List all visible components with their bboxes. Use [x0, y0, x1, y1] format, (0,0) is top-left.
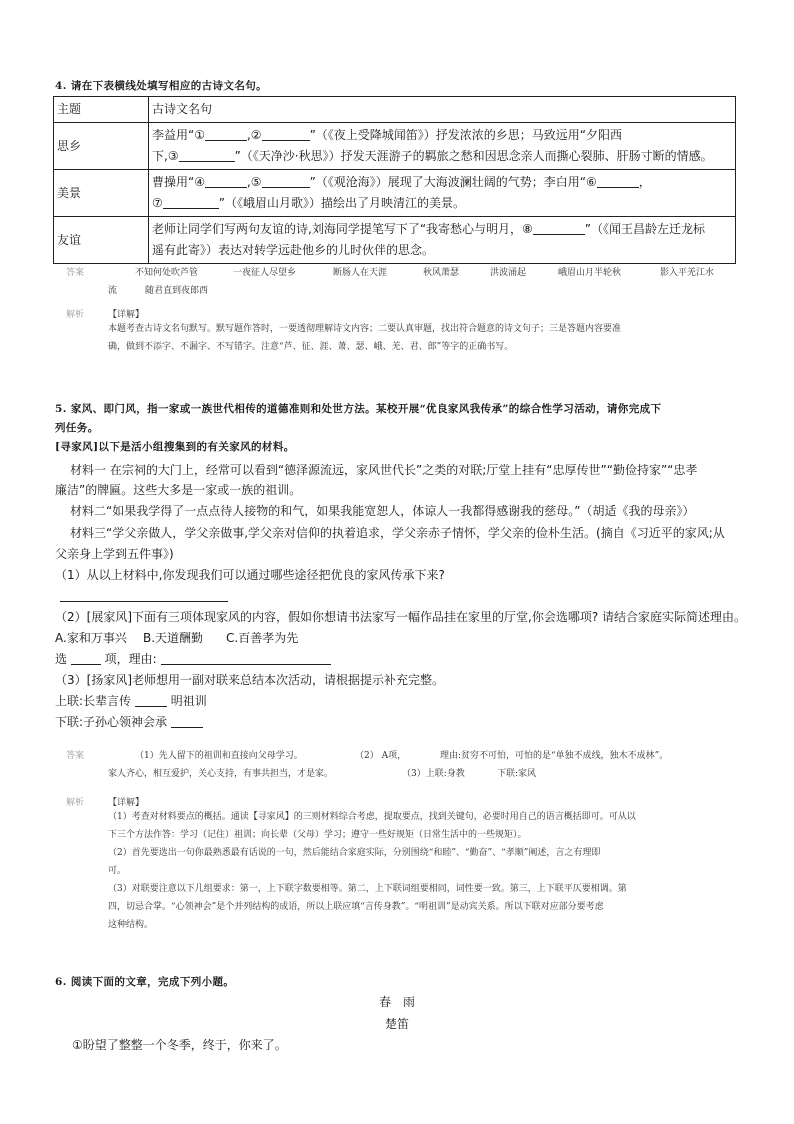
- fill-blank[interactable]: [161, 650, 331, 665]
- answer-item: （2） A项，: [355, 751, 407, 761]
- fill-blank[interactable]: [262, 173, 310, 188]
- article-author: 楚笛: [384, 1017, 409, 1031]
- answer-item: 一夜征人尽望乡: [233, 268, 297, 278]
- answer-item: 洪波涌起: [490, 268, 527, 278]
- fill-blank[interactable]: [262, 126, 310, 141]
- upper-couplet: [55, 692, 207, 709]
- text-segment: ”（《闻王昌龄左迁龙标: [584, 222, 706, 236]
- analysis-label: 解析: [66, 798, 85, 808]
- detail-line: （2）首先要选出一句你最熟悉最有话说的一句，然后能结合家庭实际，分别围绕“和睦”、“勤奋”、“孝顺”阐述，言之有理即: [108, 848, 601, 858]
- task-find-family-style: [寻家风]以下是活小组搜集到的有关家风的材料。: [55, 441, 295, 453]
- answer-item: 随君直到夜郎西: [145, 286, 209, 296]
- text-segment: 李益用“①: [152, 128, 205, 142]
- material-3-line-2: 父亲身上学到五件事》): [55, 547, 174, 561]
- table-row: [54, 123, 736, 170]
- answer-label: 答案: [66, 268, 85, 278]
- fill-blank[interactable]: [71, 650, 101, 665]
- fill-blank[interactable]: [171, 713, 203, 728]
- fill-blank[interactable]: [205, 126, 247, 141]
- fill-blank[interactable]: [597, 173, 639, 188]
- option-c: C.百善孝为先: [226, 631, 299, 645]
- theme-cell: 友谊: [54, 217, 149, 264]
- article-title: 春 雨: [378, 995, 415, 1009]
- table-header-row: [54, 97, 736, 123]
- material-1-line-1: 材料一 在宗祠的大门上，经常可以看到“德泽源流远，家风世代长”之类的对联;厅堂上挂有“忠厚传世”“勤俭持家”“忠孝: [70, 463, 698, 477]
- detail-text: [108, 320, 621, 356]
- detail-heading: 【详解】: [108, 798, 145, 808]
- fill-blank[interactable]: [533, 220, 585, 235]
- detail-line: 这种结构。: [108, 920, 154, 930]
- choose-text: 选: [55, 652, 68, 666]
- table-row: [54, 170, 736, 217]
- answer-item: 不知何处吹芦管: [135, 268, 199, 278]
- detail-line: 可。: [108, 866, 127, 876]
- material-3-line-1: 材料三“学父亲做人，学父亲做事,学父亲对信仰的执着追求，学父亲赤子情怀，学父亲的俭朴生活。(摘自《习近平的家风;从: [70, 526, 725, 540]
- article-paragraph-1: ①盼望了整整一个冬季，终于，你来了。: [72, 1038, 287, 1052]
- answer-item: 断肠人在天涯: [333, 268, 388, 278]
- fill-blank[interactable]: [163, 194, 219, 209]
- lines-cell: [149, 217, 736, 264]
- detail-line: （1）考查对材料要点的概括。通读【寻家风】的三则材料综合考虑，提取要点，找到关键句，必要时用自己的语言概括即可。可从以: [108, 812, 636, 822]
- question-5-title-cont: 列任务。: [55, 422, 99, 434]
- fill-blank[interactable]: [179, 147, 235, 162]
- text-segment: 遥有此寄》）表达对转学远赴他乡的儿时伙伴的思念。: [152, 243, 435, 257]
- answer-item: （1）先人留下的祖训和直接向父母学习。: [135, 751, 303, 761]
- theme-cell: 美景: [54, 170, 149, 217]
- text-segment: ”（《观沧海》）展现了大海波澜壮阔的气势；李白用“⑥: [309, 175, 597, 189]
- text-segment: 下,③: [152, 149, 179, 163]
- theme-cell: 思乡: [54, 123, 149, 170]
- answer-item: 下联:家风: [497, 769, 537, 779]
- answer-item: 秋风萧瑟: [423, 268, 460, 278]
- detail-line: 确，做到不添字、不漏字、不写错字。注意“芦、征、涯、萧、瑟、峨、羌、君、郎”等字的正确书写。: [108, 342, 514, 352]
- reason-text: 项，理由:: [104, 652, 157, 666]
- text-segment: ⑦: [152, 196, 163, 210]
- answer-item: 峨眉山月半轮秋: [558, 268, 622, 278]
- answer-item: 影入平羌江水: [660, 268, 715, 278]
- sub-question-3: （3）[扬家风]老师想用一副对联来总结本次活动，请根据提示补充完整。: [55, 673, 445, 687]
- lower-text: 下联:子孙心领神会承: [55, 715, 168, 729]
- text-segment: ”（《夜上受降城闻笛》）抒发浓浓的乡思；马致远用“夕阳西: [309, 128, 622, 142]
- answer-line[interactable]: [60, 587, 228, 602]
- text-segment: ”（《天净沙·秋思》）抒发天涯游子的羁旅之愁和因思念亲人而撕心裂肺、肝肠寸断的情感。: [234, 149, 713, 163]
- question-6-title: 6. 阅读下面的文章，完成下列小题。: [55, 976, 235, 988]
- text-segment: ,⑤: [246, 175, 262, 189]
- text-segment: ，: [638, 175, 651, 189]
- fill-blank[interactable]: [205, 173, 247, 188]
- question-5-title: 5. 家风、即门风，指一家或一族世代相传的道德准则和处世方法。某校开展“优良家风我传承”的综合性学习活动，请你完成下: [55, 403, 662, 415]
- poem-table: [53, 96, 736, 264]
- lines-cell: [149, 170, 736, 217]
- text-segment: ,②: [246, 128, 262, 142]
- choose-label: [55, 650, 331, 667]
- text-segment: 老师让同学们写两句友谊的诗,刘海同学提笔写下了“我寄愁心与明月，⑧: [152, 222, 533, 236]
- fill-blank[interactable]: [135, 692, 167, 707]
- option-a: A.家和万事兴: [55, 631, 127, 645]
- sub-question-1: （1）从以上材料中,你发现我们可以通过哪些途径把优良的家风传承下来?: [55, 568, 445, 582]
- text-segment: ”（《峨眉山月歌》）描绘出了月映清江的美景。: [218, 196, 465, 210]
- detail-line: （3）对联要注意以下几组要求：第一，上下联字数要相等。第二，上下联词组要相同，词性要一致。第三，上下联平仄要相调。第: [108, 884, 627, 894]
- detail-line: 本题考查古诗文名句默写。默写题作答时，一要透彻理解诗文内容；二要认真审题，找出符合题意的诗文句子；三是答题内容要准: [108, 324, 622, 334]
- detail-heading: 【详解】: [108, 310, 145, 320]
- upper-text: 上联:长辈言传: [55, 694, 132, 708]
- text-segment: 曹操用“④: [152, 175, 205, 189]
- answer-label: 答案: [66, 751, 85, 761]
- table-row: [54, 217, 736, 264]
- answer-item: 流: [108, 286, 118, 296]
- answer-item: 家人齐心，相互爱护，关心支持，有事共担当，才是家。: [108, 769, 334, 779]
- header-theme: 主题: [54, 97, 149, 123]
- analysis-label: 解析: [66, 310, 85, 320]
- question-4-title: 4. 请在下表横线处填写相应的古诗文名句。: [55, 80, 268, 92]
- material-1-line-2: 廉洁”的牌匾。这些大多是一家或一族的祖训。: [55, 483, 302, 497]
- answer-item: 理由:贫穷不可怕，可怕的是“单独不成线，独木不成林”。: [440, 751, 669, 761]
- sub-question-2: （2）[展家风]下面有三项体现家风的内容，假如你想请书法家写一幅作品挂在家里的厅堂,你会选哪项? 请结合家庭实际简述理由。: [55, 610, 747, 624]
- header-lines: 古诗文名句: [149, 97, 736, 123]
- detail-text: [108, 808, 636, 934]
- option-b: B.天道酬勤: [143, 631, 204, 645]
- upper-text-end: 明祖训: [170, 694, 207, 708]
- detail-line: 下三个方法作答：学习（记住）祖训；向长辈（父母）学习；遵守一些好规矩（日常生活中的一些规矩）。: [108, 830, 527, 840]
- lines-cell: [149, 123, 736, 170]
- lower-couplet: [55, 713, 203, 730]
- answer-item: （3）上联:身教: [402, 769, 465, 779]
- material-2: 材料二“如果我学得了一点点待人接物的和气，如果我能宽恕人，体谅人一我都得感谢我的慈母。”（胡适《我的母亲》）: [70, 504, 695, 518]
- detail-line: 四，切忌合掌。“心领神会”是个并列结构的成语，所以上联应填“言传身教”。“明祖训”是动宾关系。所以下联对应部分要考虑: [108, 902, 604, 912]
